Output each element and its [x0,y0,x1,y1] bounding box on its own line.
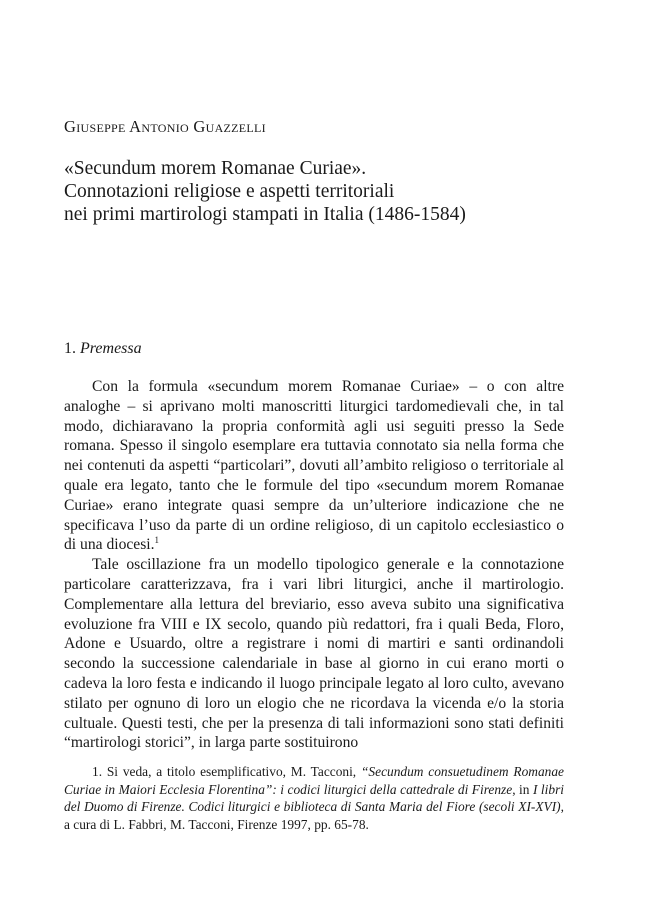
footnote-book-title: I libri del Duomo di Firenze. Codici liturgici e biblioteca di Santa Maria del Fiore (secoli XI-XVI) [64,781,565,815]
author-name: Giuseppe Antonio Guazzelli [64,117,266,136]
page [64,0,564,910]
section-title: Premessa [80,340,142,357]
section-number: 1. [64,340,76,357]
paragraph-text: Con la formula «secundum morem Romanae Curiae» – o con altre analoghe – si aprivano molti manoscritti liturgici tardomedievali che, in tal modo, dichiaravano la propria conformità agli usi seguiti presso la Sede romana. Spesso il singolo esemplare era tuttavia connotato sia nella forma che nei contenuti da aspetti “particolari”, dovuti all’ambito religioso o territoriale al quale era legato, tanto che le formule del tipo «secundum morem Romanae Curiae» erano integrate quasi sempre da un’ulteriore indicazione che ne specificava l’uso da parte di un ordine religioso, di un capitolo ecclesiastico o di una diocesi. [64,378,564,554]
body-text [64,377,564,753]
paragraph-text: Tale oscillazione fra un modello tipologico generale e la connotazione particolare caratterizzava, fra i vari libri liturgici, anche il martirologio. Complementare alla lettura del breviario, esso aveva subito una significativa evoluzione fra VIII e IX secolo, quando più redattori, fra i quali Beda, Floro, Adone e Usuardo, oltre a registrare i nomi di martiri e santi ordinandoli secondo la successione calendariale in base al giorno in cui erano morti o cadeva la loro festa e indicando il luogo principale legato al loro culto, avevano stilato per ognuno di loro un elogio che ne ricordava la vicenda e/o la storia cultuale. Questi testi, che per la presenza di tali informazioni sono stati definiti “martirologi storici”, in larga parte sostituirono [64,556,564,752]
title-line: «Secundum morem Romanae Curiae». [64,158,367,179]
title-line: nei primi martirologi stampati in Italia (1486-1584) [64,204,466,225]
footnote-in: , in [512,781,530,797]
footnote [64,763,564,833]
footnote-reference: 1 [154,535,160,546]
section-heading [64,340,142,358]
paragraph [64,555,564,753]
article-title [64,157,584,226]
paragraph [64,377,564,555]
title-line: Connotazioni religiose e aspetti territoriali [64,181,395,202]
footnote-tail: , a cura di L. Fabbri, M. Tacconi, Firenze 1997, pp. 65-78. [64,799,564,832]
footnote-article-title: “Secundum consuetudinem Romanae Curiae in Maiori Ecclesia Florentina”: i codici liturgici della cattedrale di Firenze [64,764,564,797]
footnote-number: 1. [92,764,103,779]
footnote-lead: Si veda, a titolo esemplificativo, M. Tacconi, [106,764,357,779]
